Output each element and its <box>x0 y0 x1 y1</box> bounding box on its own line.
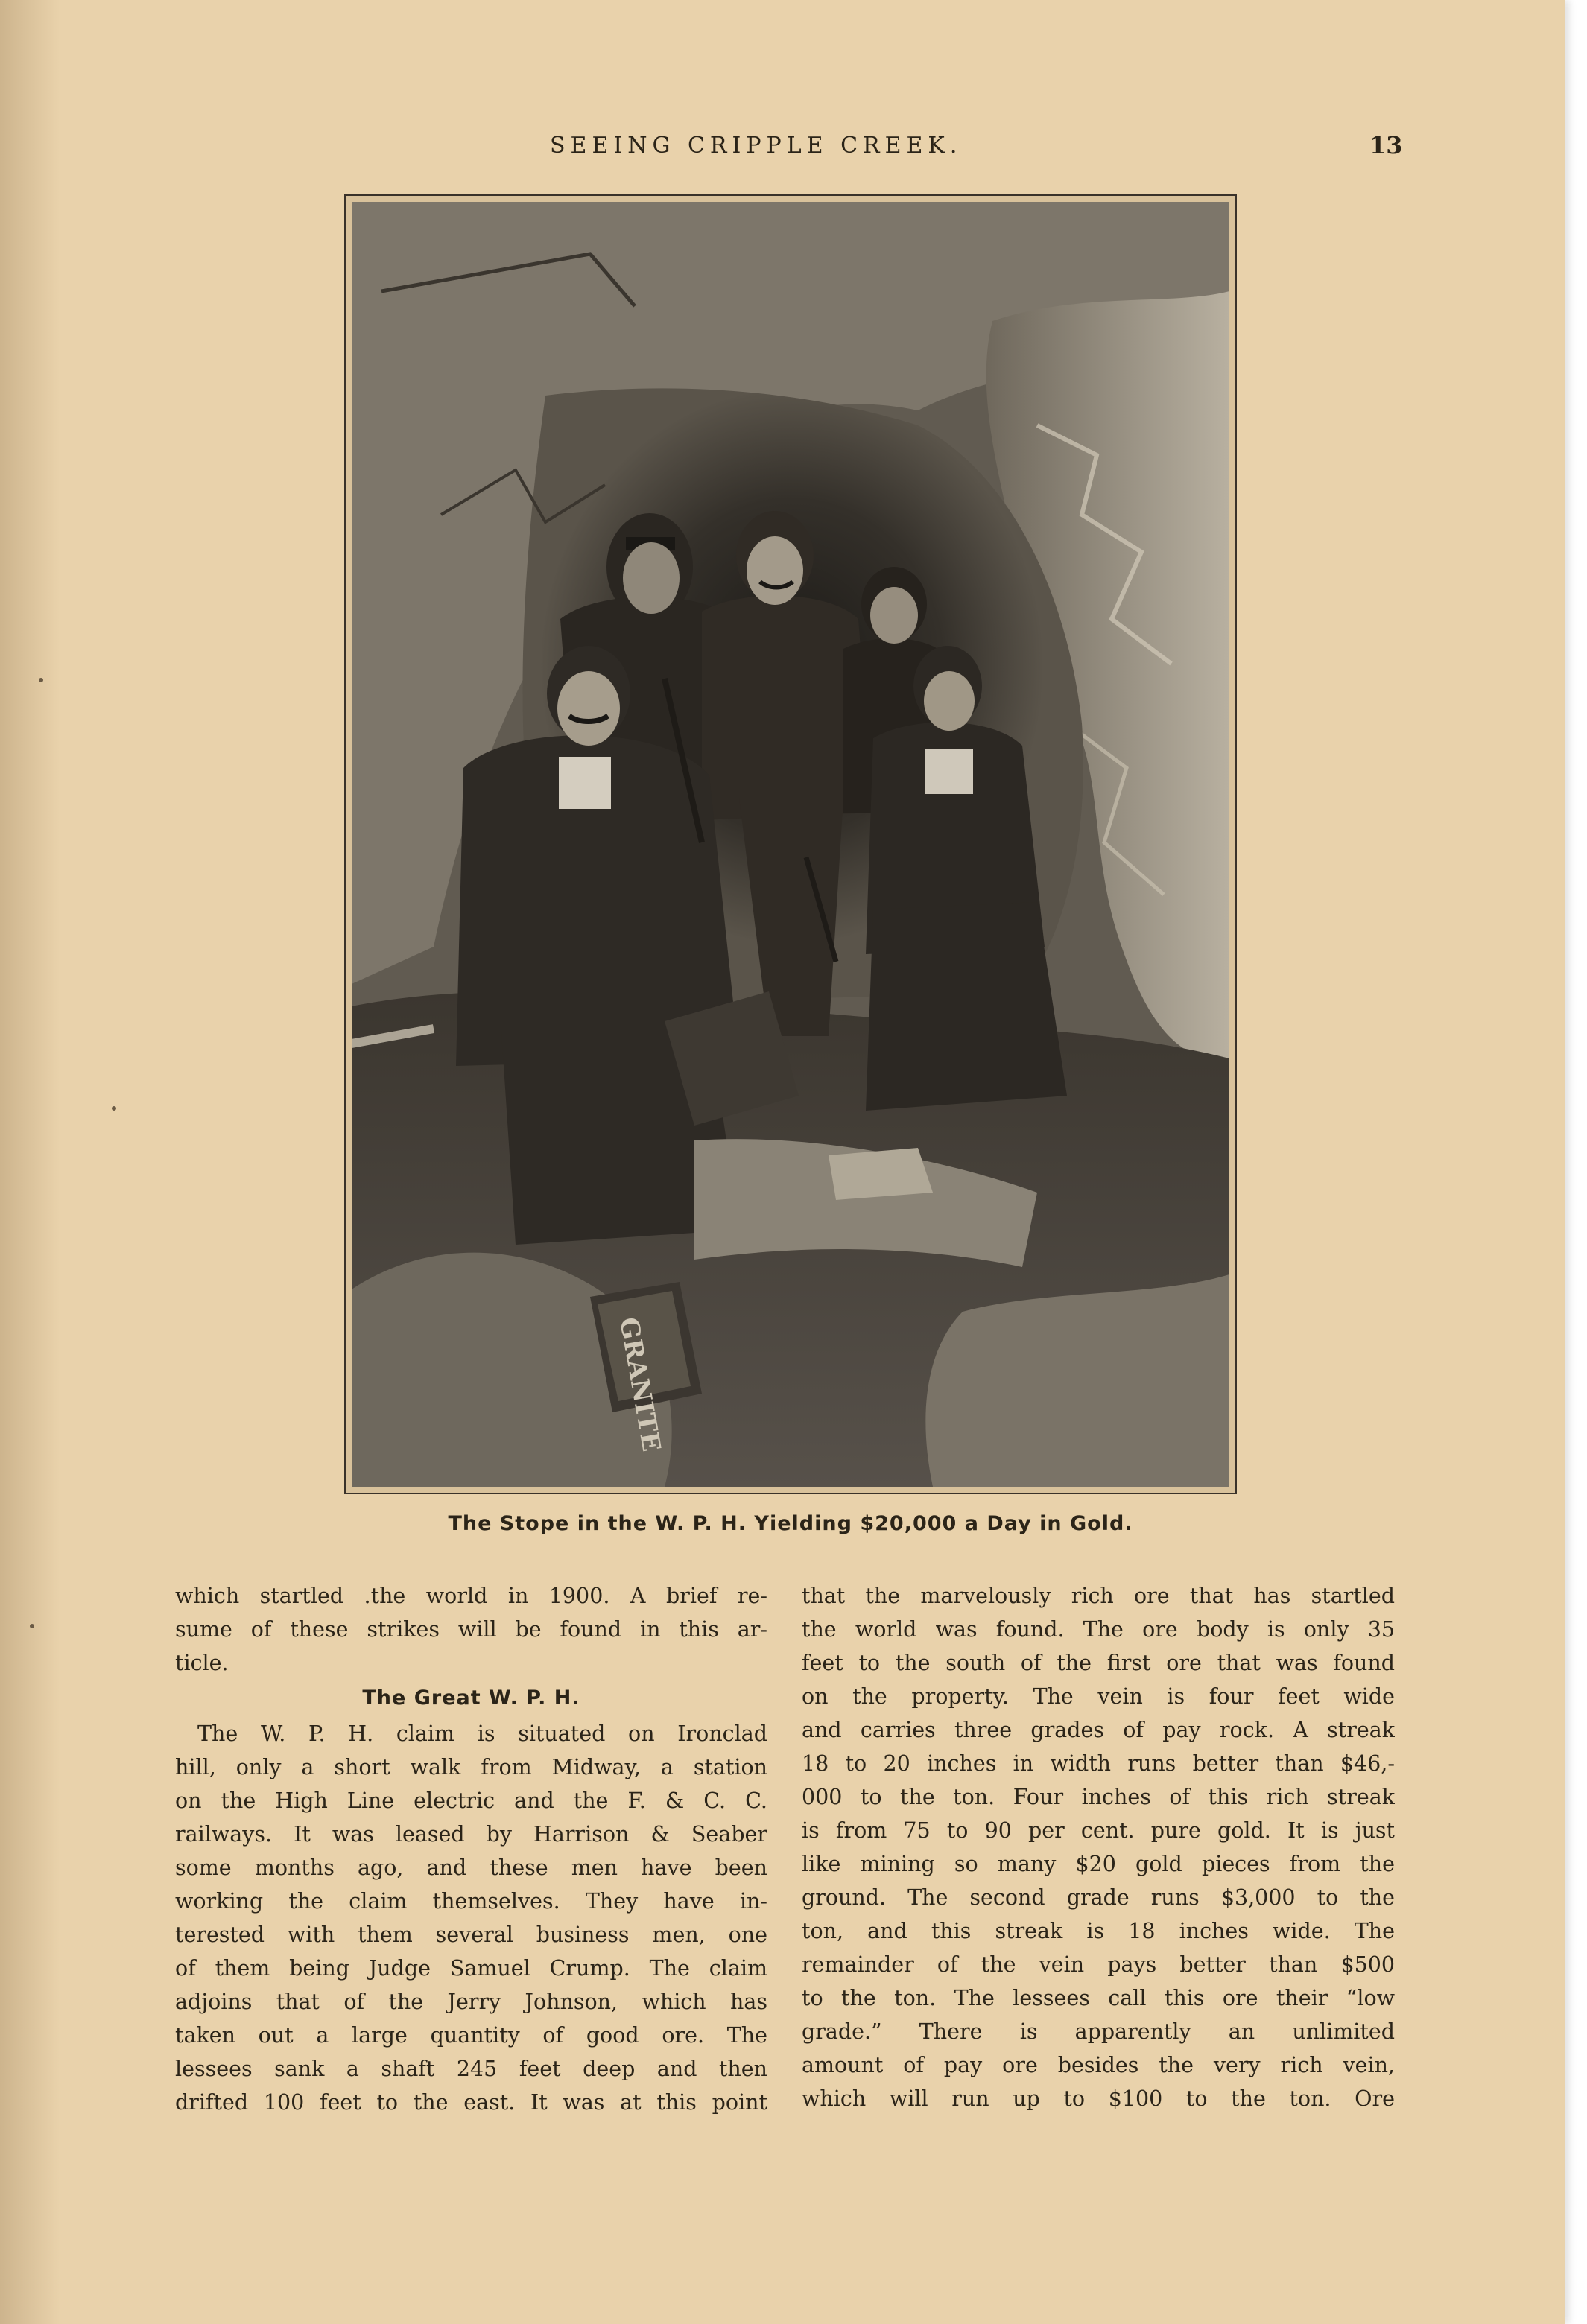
crate-stamp-text: GRANITE <box>613 1315 667 1454</box>
photo-illustration <box>352 202 1229 1487</box>
text-line: and carries three grades of pay rock. A streak <box>802 1718 1395 1742</box>
section-subheading: The Great W. P. H. <box>362 1686 580 1709</box>
text-line: to the ton. The lessees call this ore their “low <box>802 1986 1395 2010</box>
text-line: ticle. <box>175 1651 229 1675</box>
text-line: like mining so many $20 gold pieces from the <box>802 1852 1395 1876</box>
text-line: hill, only a short walk from Midway, a station <box>175 1755 767 1779</box>
text-line: some months ago, and these men have been <box>175 1855 767 1880</box>
text-line: ton, and this streak is 18 inches wide. The <box>802 1919 1395 1943</box>
text-line: which will run up to $100 to the ton. Ore <box>802 2086 1395 2111</box>
photo-frame <box>344 194 1237 1494</box>
right-text-column <box>802 1579 1395 2115</box>
text-line: working the claim themselves. They have in- <box>175 1889 767 1914</box>
paper-speck <box>30 1624 34 1628</box>
text-line: drifted 100 feet to the east. It was at this point <box>175 2090 767 2115</box>
text-line: sume of these strikes will be found in this ar- <box>175 1617 767 1642</box>
text-line: on the property. The vein is four feet wide <box>802 1684 1395 1709</box>
text-line: railways. It was leased by Harrison & Seaber <box>175 1822 767 1847</box>
binding-shadow <box>0 0 60 2324</box>
text-line: grade.” There is apparently an unlimited <box>802 2019 1395 2044</box>
text-line: remainder of the vein pays better than $500 <box>802 1952 1395 1977</box>
text-line: feet to the south of the first ore that was found <box>802 1651 1395 1675</box>
paper-speck <box>39 678 43 682</box>
text-line: of them being Judge Samuel Crump. The claim <box>175 1956 767 1981</box>
text-line: on the High Line electric and the F. & C. C. <box>175 1788 767 1813</box>
left-text-column <box>175 1579 767 2119</box>
running-header: SEEING CRIPPLE CREEK. <box>550 133 963 159</box>
text-line: terested with them several business men, one <box>175 1923 767 1947</box>
figure-caption: The Stope in the W. P. H. Yielding $20,000 a Day in Gold. <box>448 1512 1133 1535</box>
text-line: ground. The second grade runs $3,000 to the <box>802 1885 1395 1910</box>
text-line: amount of pay ore besides the very rich vein, <box>802 2053 1395 2077</box>
text-line: the world was found. The ore body is only 35 <box>802 1617 1395 1642</box>
text-line: that the marvelously rich ore that has startled <box>802 1584 1395 1608</box>
text-line: which startled .the world in 1900. A brief re- <box>175 1584 767 1608</box>
text-line: The W. P. H. claim is situated on Ironclad <box>197 1721 767 1746</box>
text-line: lessees sank a shaft 245 feet deep and then <box>175 2057 767 2081</box>
text-line: is from 75 to 90 per cent. pure gold. It is just <box>802 1818 1395 1843</box>
mine-stope-photograph <box>352 202 1229 1487</box>
text-line: adjoins that of the Jerry Johnson, which has <box>175 1990 767 2014</box>
page-number: 13 <box>1369 131 1403 159</box>
paper-speck <box>112 1106 116 1111</box>
text-line: taken out a large quantity of good ore. The <box>175 2023 767 2048</box>
text-line: 18 to 20 inches in width runs better than $46,- <box>802 1751 1395 1776</box>
text-line: 000 to the ton. Four inches of this rich streak <box>802 1785 1395 1809</box>
